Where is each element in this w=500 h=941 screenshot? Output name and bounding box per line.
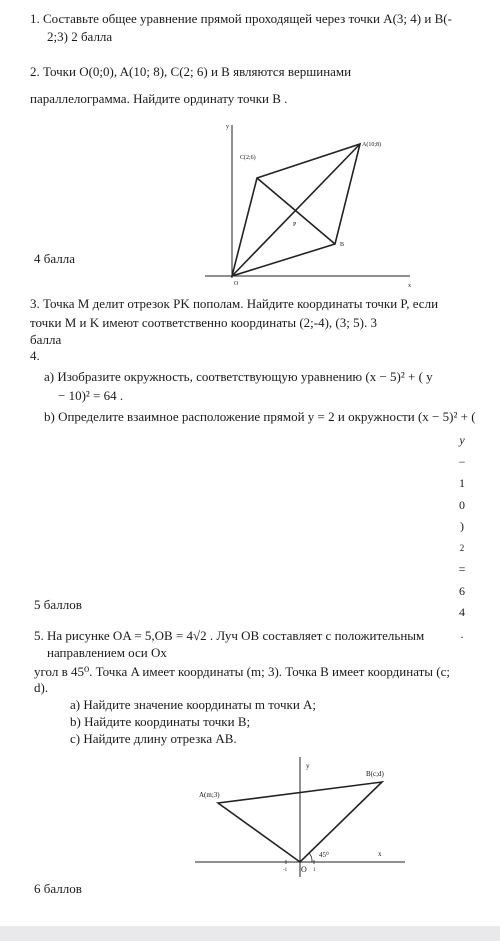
origin-label: O [301, 865, 307, 874]
point-p-label: P [293, 222, 297, 228]
task2-line2: параллелограмма. Найдите ординату точки B . [30, 91, 288, 106]
col-char: y [459, 433, 465, 447]
point-a-label: A(m;3) [199, 791, 220, 799]
col-char: = [458, 562, 466, 576]
col-char: 1 [459, 476, 465, 490]
task2-points: 4 балла [34, 251, 75, 266]
coordinate-figure [190, 755, 410, 880]
task1-line1: 1. Составьте общее уравнение прямой проходящей через точки A(3; 4) и B(- [30, 11, 452, 26]
task5-points: 6 баллов [34, 881, 82, 896]
task3-line2: точки M и K имеют соответственно координаты (2;-4), (3; 5). 3 [30, 315, 377, 330]
point-c-label: C(2;6) [240, 155, 256, 161]
task4-points: 5 баллов [34, 597, 82, 612]
origin-label: O [234, 281, 239, 287]
col-char: . [460, 626, 464, 641]
task1-line2: 2;3) 2 балла [47, 29, 113, 44]
angle-label: 45⁰ [319, 851, 329, 859]
col-char: ) [460, 519, 464, 533]
task3-line1: 3. Точка M делит отрезок PK пополам. Найдите координаты точки P, если [30, 296, 439, 311]
task5-part-a: a) Найдите значение координаты m точки A; [70, 697, 317, 712]
task4-part-a-line2: − 10)² = 64 . [58, 388, 124, 403]
diagonal-cb [257, 178, 335, 244]
col-char: 6 [459, 583, 465, 598]
task4-part-a-line1: a) Изобразите окружность, соответствующую уравнению (x − 5)² + ( y [44, 369, 433, 384]
task5-line2: направлением оси Ox [47, 645, 167, 660]
task5-line1: 5. На рисунке OA = 5,OB = 4√2 . Луч OB составляет с положительным [34, 628, 425, 643]
col-char: − [458, 454, 466, 469]
tick-1-label: 1 [313, 868, 316, 873]
y-axis-label: y [306, 762, 310, 770]
task5-part-b: b) Найдите координаты точки B; [70, 714, 251, 729]
y-axis-label: y [226, 124, 229, 130]
task2-line1: 2. Точки O(0;0), A(10; 8), C(2; 6) и B являются вершинами [30, 64, 352, 79]
x-axis-label: x [408, 283, 411, 289]
task5-part-c: c) Найдите длину отрезка AB. [70, 731, 237, 746]
col-char: 2 [459, 542, 465, 553]
point-a-label: A(10;8) [362, 142, 381, 148]
col-char: 0 [459, 497, 465, 512]
parallelogram-figure [195, 115, 420, 290]
point-b-label: B [340, 242, 345, 248]
angle-arc [309, 853, 312, 862]
tick-neg1-label: -1 [283, 868, 288, 873]
x-axis-label: x [378, 850, 382, 858]
task3-line3: балла [30, 332, 62, 347]
task4-wrapped-column [455, 430, 469, 645]
task5-line3: угол в 45⁰. Точка A имеет координаты (m; 3). Точка B имеет координаты (c; [34, 664, 450, 679]
task4-number: 4. [30, 348, 40, 363]
col-char: 4 [459, 605, 465, 619]
task5-line4: d). [34, 680, 49, 695]
point-b-label: B(c;d) [366, 770, 384, 778]
bottom-bar [0, 926, 500, 941]
task4-part-b: b) Определите взаимное расположение прямой y = 2 и окружности (x − 5)² + ( [44, 409, 476, 424]
